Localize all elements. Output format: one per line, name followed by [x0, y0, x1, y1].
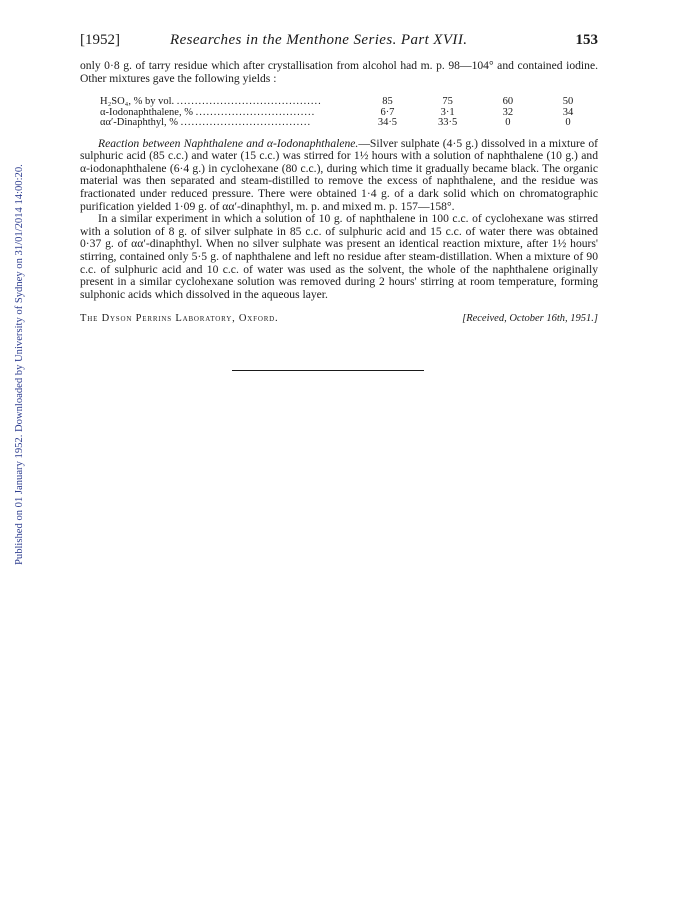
table-cell: 0	[505, 117, 511, 129]
table-cell: 60	[502, 96, 514, 108]
page-number: 153	[575, 32, 598, 48]
paragraph-1: only 0·8 g. of tarry residue which after crystallisation from alcohol had m. p. 98—104° and contained iodine. Other mixtures gave the following yields :	[80, 59, 598, 85]
table-cell: 0	[565, 117, 571, 129]
affiliation: The Dyson Perrins Laboratory, Oxford.	[80, 313, 279, 325]
table-cell: 75	[442, 96, 453, 108]
header-title: Researches in the Menthone Series. Part XVII.	[170, 32, 468, 48]
row-label: H₂SO₄, % by vol. ........................................	[100, 97, 322, 108]
paragraph-2: Reaction between Naphthalene and α-Iodonaphthalene.—Silver sulphate (4·5 g.) dissolved in a mixture of sulphuric acid (85 c.c.) and water (15 c.c.) was stirred for 1½ hours with a solution of naphthalene (10 g.) and α-iodonaphthalene (6·4 g.) in cyclohexane (80 c.c.), during which time it gradually became black. The organic material was then separated and steam-distilled to remove the excess of naphthalene, and the residue was fractionated under reduced pressure. There were obtained 1·4 g. of a dark solid which on chromatographic purification yielded 1·09 g. of αα′-dinaphthyl, m. p. and mixed m. p. 157—158°.	[80, 136, 598, 213]
article-footer	[80, 313, 598, 327]
yield-table	[100, 97, 598, 129]
table-row	[100, 97, 598, 108]
running-head	[80, 32, 598, 52]
table-cell: 32	[502, 106, 514, 118]
row-label: αα′-Dinaphthyl, % ....................................	[100, 118, 312, 129]
article-body	[80, 60, 598, 327]
paragraph-3: In a similar experiment in which a solution of 10 g. of naphthalene in 100 c.c. of cyclohexane was stirred with a solution of 8 g. of silver sulphate in 85 c.c. of sulphuric acid and 15 c.c. of water there was obtained 0·37 g. of αα′-dinaphthyl. When no silver sulphate was present an identical reaction mixture, after 1½ hours' stirring, contained only 5·5 g. of naphthalene and left no residue after steam-distillation. When a mixture of 90 c.c. of sulphuric acid and 10 c.c. of water was used as the solvent, the whole of the naphthalene originally present in a similar cyclohexane solution was removed during 2 hours' stirring at room temperature, forming sulphonic acids which dissolved in the aqueous layer.	[80, 212, 598, 301]
table-cell: 50	[562, 96, 574, 108]
section-heading: Reaction between Naphthalene and α-Iodonaphthalene.	[98, 136, 359, 150]
table-cell: 85	[382, 96, 393, 108]
received-date: [Received, October 16th, 1951.]	[462, 313, 598, 325]
header-year: [1952]	[80, 32, 120, 48]
row-label: α-Iodonaphthalene, % .................................	[100, 107, 316, 118]
table-cell: 34·5	[377, 117, 398, 129]
download-notice: Published on 01 January 1952. Downloaded by University of Sydney on 31/01/2014 14:00:20.	[14, 164, 25, 565]
table-cell: 3·1	[440, 106, 455, 118]
table-row	[100, 108, 598, 119]
table-cell: 34	[562, 106, 574, 118]
table-cell: 6·7	[380, 106, 395, 118]
table-cell: 33·5	[438, 117, 458, 129]
end-rule	[232, 370, 424, 371]
table-row	[100, 118, 598, 129]
